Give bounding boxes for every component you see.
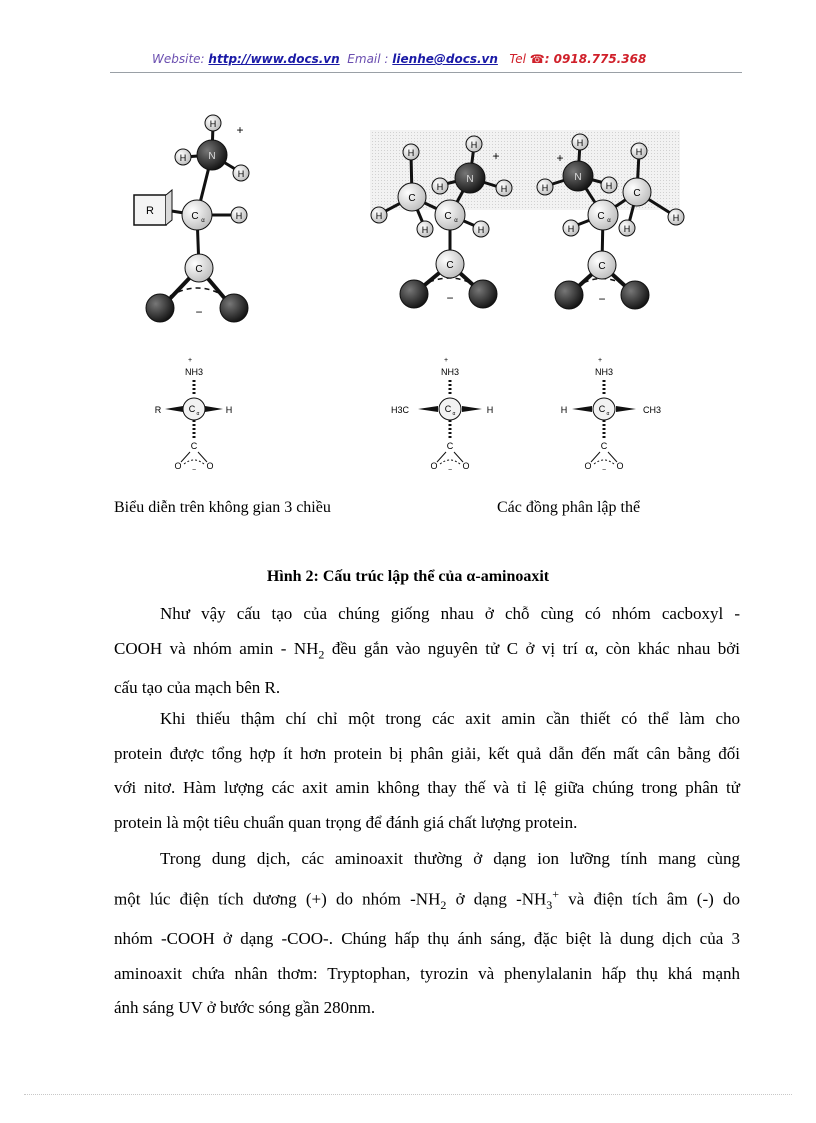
svg-text:+: + [187,357,193,364]
p3-line-4: aminoaxit chứa nhân thơm: Tryptophan, tyrozin và phenylalanin hấp thụ khá mạnh [114,963,740,983]
website-label: Website: [152,52,205,66]
p2-line-1: Khi thiếu thậm chí chỉ một trong các axit amin cần thiết có thể làm cho [160,709,740,728]
svg-text:+: + [236,123,244,137]
p3-line-1: Trong dung dịch, các aminoaxit thường ở dạng ion lưỡng tính mang cùng [160,849,740,868]
svg-text:−: − [601,467,607,474]
svg-text:N: N [574,172,582,183]
svg-text:NH3: NH3 [184,367,204,377]
svg-text:H: H [179,153,187,163]
svg-text:−: − [191,467,197,474]
fischer-projection-3 [561,357,661,474]
p2-line-4: protein là một tiêu chuẩn quan trọng để đánh giá chất lượng protein. [114,812,578,832]
svg-text:H: H [407,148,415,158]
fischer-projection-1 [155,357,233,474]
svg-text:α: α [454,218,458,224]
svg-text:H: H [209,119,217,129]
p2-line-3: với nitơ. Hàm lượng các axit amin không thay thế và tỉ lệ giữa chúng trong phân tử [114,778,740,797]
svg-text:H: H [560,405,568,415]
svg-text:+: + [597,357,603,364]
svg-text:−: − [195,305,203,319]
svg-text:−: − [598,292,606,306]
svg-text:N: N [208,151,216,162]
svg-text:α: α [452,411,456,417]
svg-text:H: H [500,184,508,194]
p1-line-1: Như vậy cấu tạo của chúng giống nhau ở chỗ cùng có nhóm cacboxyl - [160,604,740,623]
svg-text:C: C [598,261,606,272]
svg-text:O: O [174,461,182,471]
svg-text:CH3: CH3 [642,405,662,415]
svg-text:R: R [146,205,154,217]
p3-line-2: một lúc điện tích dương (+) do nhóm $-NH_2$ ở dạng $-NH_3^+$ và điện tích âm (-) do [114,886,741,912]
svg-text:C: C [446,441,454,451]
p3-line-3: nhóm -COOH ở dạng -COO-. Chúng hấp thụ ánh sáng, đặc biệt là dung dịch của 3 [114,929,740,949]
svg-text:−: − [447,467,453,474]
svg-text:α: α [607,218,611,224]
svg-text:α: α [196,411,200,417]
svg-text:NH3: NH3 [440,367,460,377]
svg-text:N: N [466,174,474,185]
svg-text:α: α [201,218,205,224]
svg-text:R: R [154,405,162,415]
svg-text:C: C [190,441,198,451]
svg-text:+: + [443,357,449,364]
svg-text:H: H [477,225,485,235]
svg-text:H: H [567,224,575,234]
tel-label: Tel [509,52,526,66]
svg-text:O: O [616,461,624,471]
svg-text:C: C [188,404,196,414]
svg-text:C: C [444,404,452,414]
tel-value: : 0918.775.368 [544,52,647,66]
svg-text:H: H [235,211,243,221]
svg-text:H: H [375,211,383,221]
svg-text:H: H [436,182,444,192]
paragraph-2 [114,702,740,840]
p1-line-3: cấu tạo của mạch bên R. [114,678,281,698]
p1-line-2: COOH và nhóm amin - $NH_2$ đều gắn vào nguyên tử C ở vị trí α, còn khác nhau bởi [114,638,740,661]
svg-text:H3C: H3C [390,405,410,415]
p2-line-2: protein được tổng hợp ít hơn protein bị phân giải, kết quả dẫn đến mất cân bằng đối [114,743,740,763]
svg-text:C: C [600,441,608,451]
svg-text:O: O [430,461,438,471]
amino-acid-figure [0,0,816,540]
svg-text:C: C [598,404,606,414]
phone-icon: ☎ [529,52,545,66]
svg-text:C: C [444,211,452,222]
svg-text:−: − [446,291,454,305]
email-link[interactable]: lienhe@docs.vn [392,52,498,66]
figure-title: Hình 2: Cấu trúc lập thể của α-aminoaxit [266,568,550,585]
website-link[interactable]: http://www.docs.vn [208,52,340,66]
svg-text:+: + [556,151,564,165]
svg-text:C: C [195,264,203,275]
svg-text:C: C [633,188,641,199]
svg-text:H: H [541,183,549,193]
svg-text:H: H [421,225,429,235]
svg-text:H: H [237,169,245,179]
svg-text:+: + [492,149,500,163]
caption-3d: Biểu diễn trên không gian 3 chiều [114,499,331,516]
svg-text:H: H [225,405,233,415]
paragraph-1 [114,597,740,706]
svg-text:C: C [408,193,416,204]
svg-text:H: H [605,181,613,191]
svg-text:H: H [635,147,643,157]
svg-text:C: C [597,211,605,222]
svg-text:H: H [623,224,631,234]
svg-text:O: O [584,461,592,471]
svg-text:H: H [470,140,478,150]
paragraph-3 [114,842,740,1026]
svg-text:H: H [672,213,680,223]
svg-text:H: H [486,405,494,415]
page-footer-divider [24,1094,792,1095]
svg-text:H: H [576,138,584,148]
svg-text:NH3: NH3 [594,367,614,377]
svg-text:O: O [206,461,214,471]
caption-stereoisomers: Các đồng phân lập thể [497,499,641,516]
svg-text:C: C [446,260,454,271]
svg-text:C: C [191,211,199,222]
email-label: Email : [347,52,389,66]
p3-line-5: ánh sáng UV ở bước sóng gần 280nm. [114,998,376,1018]
fischer-projection-2 [391,357,493,474]
svg-text:α: α [606,411,610,417]
svg-text:O: O [462,461,470,471]
